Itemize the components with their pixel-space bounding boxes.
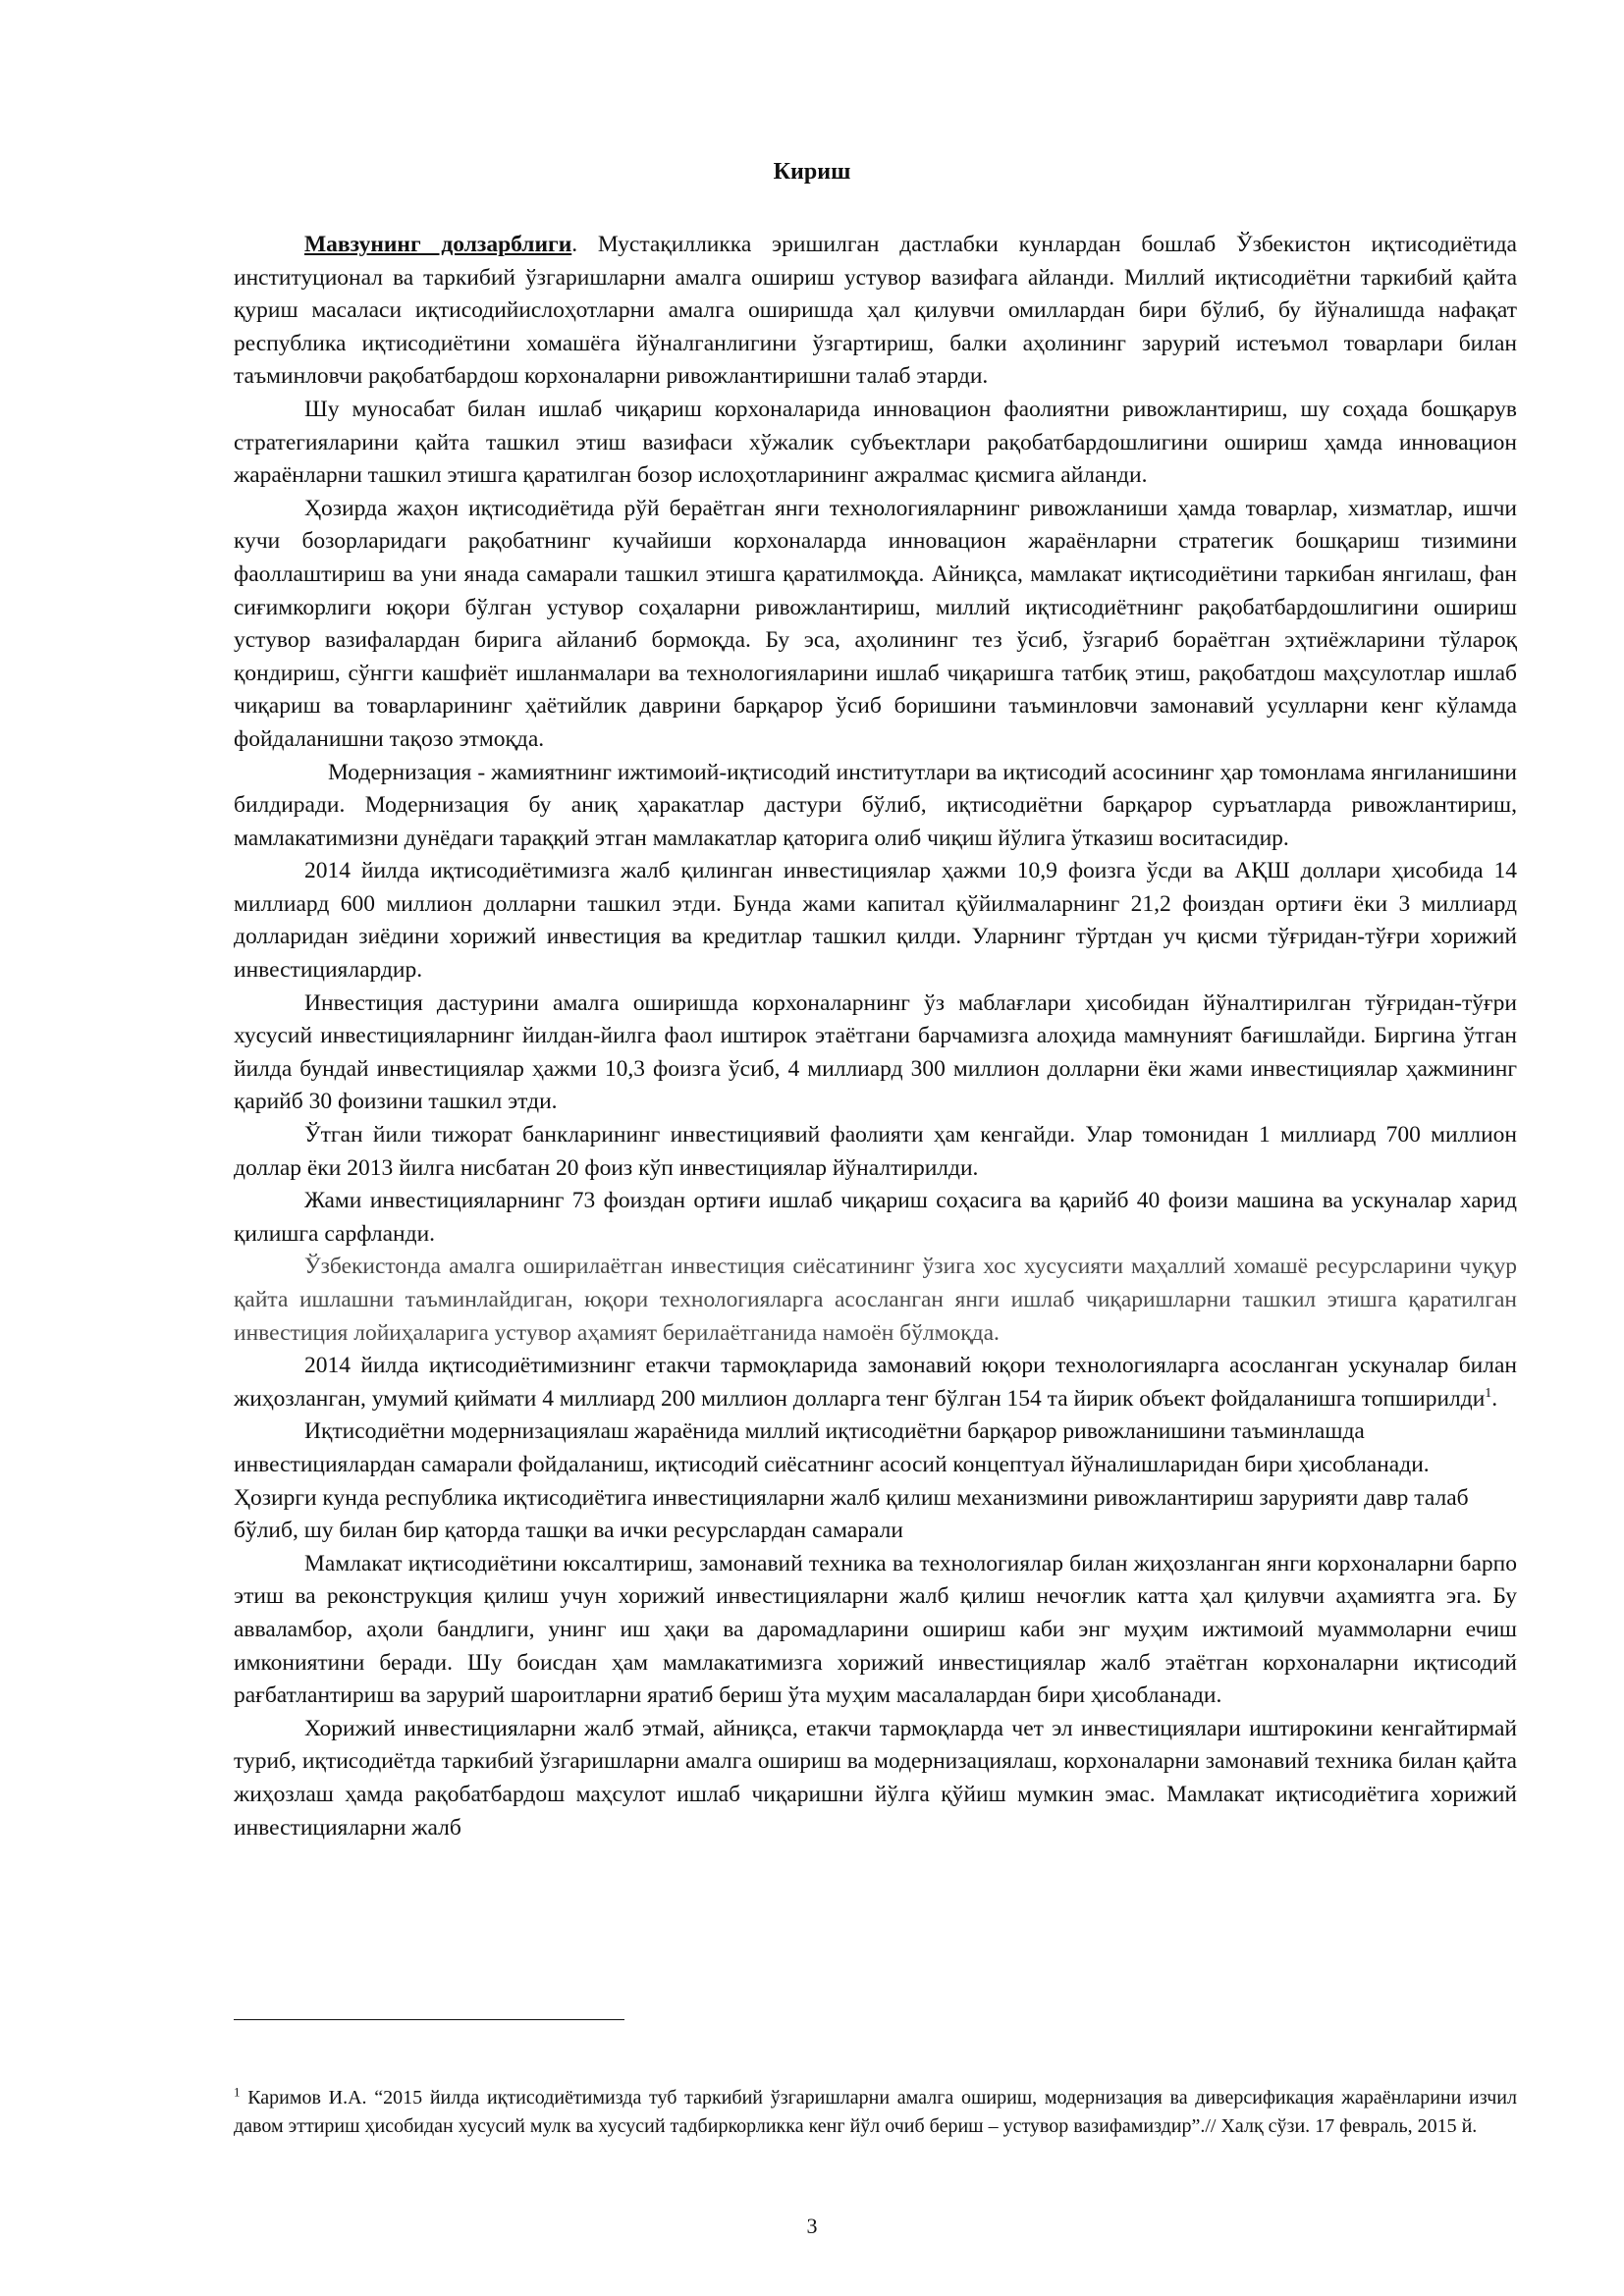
paragraph: Ўзбекистонда амалга оширилаётган инвестиция сиёсатининг ўзига хос хусусияти маҳаллий хомашё ресурсларини чуқур қайта ишлашни таъминлайдиган, юқори технологияларга асосланган янги ишлаб чиқаришларни ташкил этишга қаратилган инвестиция лойиҳаларига устувор аҳамият берилаётганида намоён бўлмоқда. [234, 1254, 1517, 1346]
paragraph-relevance [234, 229, 1517, 394]
paragraph: Шу муносабат билан ишлаб чиқариш корхоналарида инновацион фаолиятни ривожлантириш, шу соҳада бошқарув стратегияларини қайта ташкил этиш вазифаси хўжалик субъектлари рақобатбардошлигини ошириш ҳамда инновацион жараёнларни ташкил этишга қаратилган бозор ислоҳотларининг ажралмас қисмига айланди. [234, 396, 1517, 489]
paragraph: Инвестиция дастурини амалга оширишда корхоналарнинг ўз маблағлари ҳисобидан йўналтирилган тўғридан-тўғри хусусий инвестицияларнинг йилдан-йилга фаол иштирок этаётгани барчамизга алоҳида мамнуният бағишлайди. Биргина ўтган йилда бундай инвестициялар ҳажми 10,3 фоизга ўсиб, 4 миллиард 300 миллион долларни ёки жами инвестициялар ҳажмининг қарийб 30 фоизини ташкил этди. [234, 989, 1517, 1115]
paragraph: Жами инвестицияларнинг 73 фоиздан ортиғи ишлаб чиқариш соҳасига ва қарийб 40 фоизи машина ва ускуналар харид қилишга сарфланди. [234, 1188, 1517, 1247]
footnote-text: Каримов И.А. “2015 йилда иқтисодиётимизда туб таркибий ўзгаришларни амалга ошириш, модернизация ва диверсификация жараёнларини изчил давом эттириш ҳисобидан хусусий мулк ва хусусий тадбиркорликка кенг йўл очиб бериш – устувор вазифамиздир”.// Халқ сўзи. 17 февраль, 2015 й. [234, 2087, 1517, 2137]
sentence-end: . [1491, 1385, 1498, 1412]
paragraph-with-footnote [234, 1350, 1517, 1415]
page-title: Кириш [773, 159, 851, 185]
paragraph-text: . Мустақилликка эришилган дастлабки кунлардан бошлаб Ўзбекистон иқтисодиётида институционал ва таркибий ўзгаришларни амалга ошириш устувор вазифага айланди. Миллий иқтисодиётни таркибий қайта қуриш масаласи иқтисодийислоҳотларни амалга оширишда ҳал қилувчи омиллардан бири бўлиб, бу йўналишда нафақат республика иқтисодиётини хомашёга йўналганлигини ўзгартириш, балки аҳолининг зарурий истеъмол товарлари билан таъминловчи рақобатбардош корхоналарни ривожлантиришни талаб этарди. [234, 232, 1517, 390]
footnote [234, 2084, 1517, 2141]
paragraph: Иқтисодиётни модернизациялаш жараёнида миллий иқтисодиётни барқарор ривожланишини таъминлашда инвестициялардан самарали фойдаланиш, иқтисодий сиёсатнинг асосий концептуал йўналишларидан бири ҳисобланади. Ҳозирги кунда республика иқтисодиётига инвестицияларни жалб қилиш механизмини ривожлантириш зарурияти давр талаб бўлиб, шу билан бир қаторда ташқи ва ички ресурслардан самарали [234, 1418, 1469, 1544]
paragraph: Хорижий инвестицияларни жалб этмай, айниқса, етакчи тармоқларда чет эл инвестициялари иштирокини кенгайтирмай туриб, иқтисодиётда таркибий ўзгаришларни амалга ошириш ва модернизациялаш, корхоналарни замонавий техника билан қайта жиҳозлаш ҳамда рақобатбардош маҳсулот ишлаб чиқаришни йўлга қўйиш мумкин эмас. Мамлакат иқтисодиётига хорижий инвестицияларни жалб [234, 1715, 1517, 1841]
paragraph: Ўтган йили тижорат банкларининг инвестициявий фаолияти ҳам кенгайди. Улар томонидан 1 миллиард 700 миллион доллар ёки 2013 йилга нисбатан 20 фоиз кўп инвестициялар йўналтирилди. [234, 1122, 1517, 1181]
lead-term: Мавзунинг долзарблиги [304, 232, 572, 257]
paragraph-text: 2014 йилда иқтисодиётимизнинг етакчи тармоқларида замонавий юқори технологияларга асосланган ускуналар билан жиҳозланган, умумий қиймати 4 миллиард 200 миллион долларга тенг бўлган 154 та йирик объект фойдаланишга топширилди [234, 1353, 1517, 1412]
footnote-reference[interactable]: 1 [1485, 1385, 1492, 1401]
paragraph: Ҳозирда жаҳон иқтисодиётида рўй бераётган янги технологияларнинг ривожланиши ҳамда товарлар, хизматлар, ишчи кучи бозорларидаги рақобатнинг кучайиши корхоналарда инновацион жараёнларни стратегик бошқариш тизимини фаоллаштириш ва уни янада самарали ташкил этишга қаратилмоқда. Айниқса, мамлакат иқтисодиётини таркибан янгилаш, фан сиғимкорлиги юқори бўлган устувор соҳаларни ривожлантириш, миллий иқтисодиётнинг рақобатбардошлигини ошириш устувор вазифалардан бирига айланиб бормоқда. Бу эса, аҳолининг тез ўсиб, ўзгариб бораётган эҳтиёжларини тўлароқ қондириш, сўнгги кашфиёт ишланмалари ва технологияларини ишлаб чиқаришга татбиқ этиш, рақобатдош маҳсулотлар ишлаб чиқариш ва товарларининг ҳаётийлик даврини барқарор ўсиб боришини таъминловчи замонавий усулларни кенг кўламда фойдаланишни тақозо этмоқда. [234, 495, 1517, 752]
paragraph: 2014 йилда иқтисодиётимизга жалб қилинган инвестициялар ҳажми 10,9 фоизга ўсди ва АҚШ доллари ҳисобида 14 миллиард 600 миллион долларни ташкил этди. Бунда жами капитал қўйилмаларнинг 21,2 фоиздан ортиғи ёки 3 миллиард долларидан зиёдини хорижий инвестиция ва кредитлар ташкил қилди. Уларнинг тўртдан уч қисми тўғридан-тўғри хорижий инвестициялардир. [234, 858, 1517, 984]
body-text [234, 229, 1517, 1844]
paragraph: Модернизация - жамиятнинг ижтимоий-иқтисодий институтлари ва иқтисодий асосининг ҳар томонлама янгиланишини билдиради. Модернизация бу аниқ ҳаракатлар дастури бўлиб, иқтисодиётни барқарор суръатларда ривожлантириш, мамлакатимизни дунёдаги тараққий этган мамлакатлар қаторига олиб чиқиш йўлига ўтказиш воситасидир. [234, 759, 1517, 851]
footnote-marker: 1 [234, 2084, 241, 2100]
page-number: 3 [806, 2214, 818, 2238]
paragraph: Мамлакат иқтисодиётини юксалтириш, замонавий техника ва технологиялар билан жиҳозланган янги корхоналарни барпо этиш ва реконструкция қилиш учун хорижий инвестицияларни жалб қилиш нечоғлик катта ҳал қилувчи аҳамиятга эга. Бу авваламбор, аҳоли бандлиги, унинг иш ҳақи ва даромадларини ошириш каби энг муҳим ижтимоий муаммоларни ечиш имкониятини беради. Шу боисдан ҳам мамлакатимизга хорижий инвестициялар жалб этаётган корхоналарни иқтисодий рағбатлантириш ва зарурий шароитларни яратиб бериш ўта муҳим масалалардан бири ҳисобланади. [234, 1550, 1517, 1709]
footnote-separator [234, 2019, 624, 2020]
